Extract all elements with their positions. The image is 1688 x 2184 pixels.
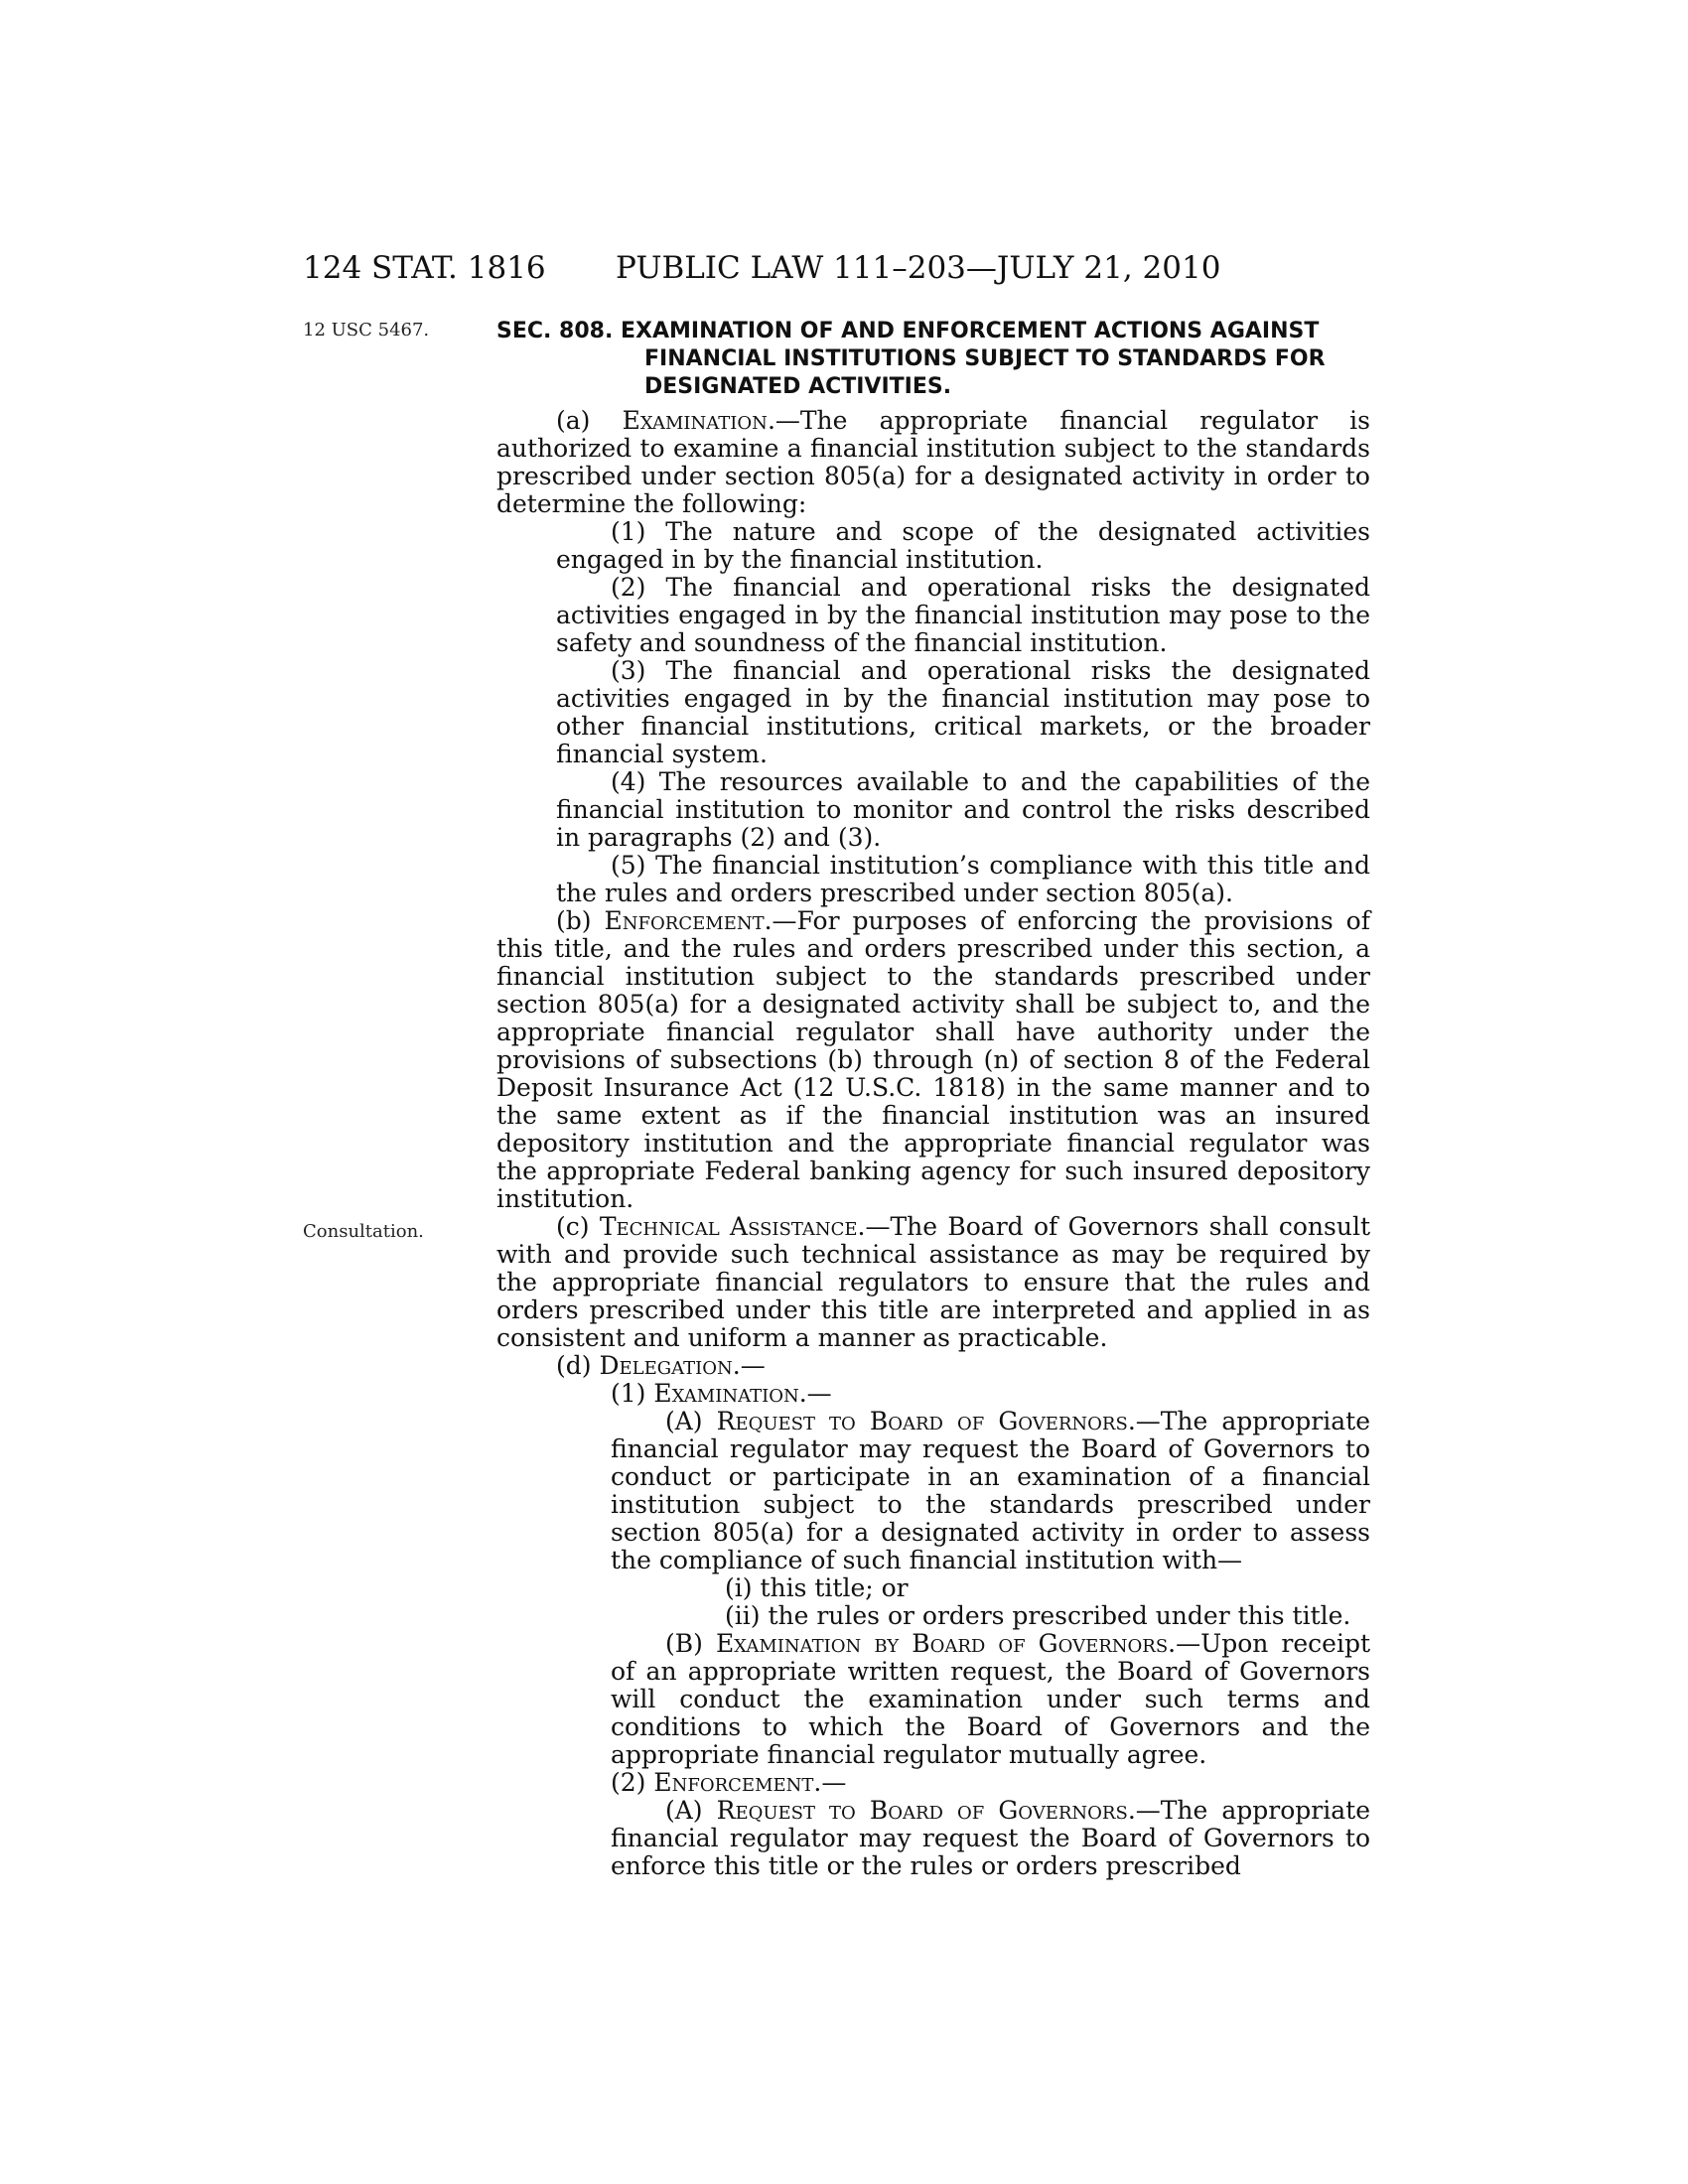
statute-page-number: 124 STAT. 1816 xyxy=(303,250,546,286)
paragraph-a2: (2) The financial and operational risks the designated activities engaged in by the financial institution may pose to the safety and soundness of the financial institution. xyxy=(556,573,1370,657)
subparagraph-d2A: (A) Request to Board of Governors.—The appropriate financial regulator may request the Board of Governors to enforce this title or the rules or orders prescribed xyxy=(611,1796,1370,1880)
paragraph-a1: (1) The nature and scope of the designated activities engaged in by the financial institution. xyxy=(556,517,1370,574)
subsection-d: (d) Delegation.— xyxy=(556,1351,766,1380)
subsection-b: (b) Enforcement.—For purposes of enforcing the provisions of this title, and the rules and orders prescribed under this section, a financial institution subject to the standards prescribed under section 805(a) for a designated activity shall be subject to, and the appropriate financial regulator shall have authority under the provisions of subsections (b) through (n) of section 8 of the Federal Deposit Insurance Act (12 U.S.C. 1818) in the same manner and to the same extent as if the financial institution was an insured depository institution and the appropriate financial regulator was the appropriate Federal banking agency for such insured depository institution. xyxy=(496,906,1370,1213)
paragraph-a3: (3) The financial and operational risks the designated activities engaged in by the financial institution may pose to other financial institutions, critical markets, or the broader financial system. xyxy=(556,656,1370,768)
subsection-c-heading: Technical Assistance xyxy=(599,1212,858,1241)
public-law-header: PUBLIC LAW 111–203—JULY 21, 2010 xyxy=(616,250,1221,286)
clause-d1A-ii: (ii) the rules or orders prescribed under this title. xyxy=(725,1601,1351,1630)
section-number: SEC. 808. xyxy=(496,319,614,343)
paragraph-a5: (5) The financial institution’s compliance with this title and the rules and orders prescribed under section 805(a). xyxy=(556,851,1370,907)
subsection-b-heading: Enforcement xyxy=(604,906,765,935)
section-title-rest: FINANCIAL INSTITUTIONS SUBJECT TO STANDARDS FOR DESIGNATED ACTIVITIES. xyxy=(644,346,1326,399)
subparagraph-d1A: (A) Request to Board of Governors.—The appropriate financial regulator may request the Board of Governors to conduct or participate in an examination of a financial institution subject to the standards prescribed under section 805(a) for a designated activity in order to assess the compliance of such financial institution with— xyxy=(611,1407,1370,1574)
usc-citation-note: 12 USC 5467. xyxy=(303,320,430,341)
subparagraph-d1B: (B) Examination by Board of Governors.—Upon receipt of an appropriate written request, the Board of Governors will conduct the examination under such terms and conditions to which the Board of Governors and the appropriate financial regulator mutually agree. xyxy=(611,1629,1370,1769)
paragraph-d2: (2) Enforcement.— xyxy=(611,1768,847,1797)
subsection-d-heading: Delegation xyxy=(599,1351,733,1380)
section-title-line1: EXAMINATION OF AND ENFORCEMENT ACTIONS AGAINST xyxy=(621,319,1320,343)
subsection-a: (a) Examination.—The appropriate financial regulator is authorized to examine a financial institution subject to the standards prescribed under section 805(a) for a designated activity in order to determine the following: xyxy=(496,406,1371,518)
paragraph-a4: (4) The resources available to and the capabilities of the financial institution to monitor and control the risks described in paragraphs (2) and (3). xyxy=(556,767,1370,852)
section-heading xyxy=(496,318,1370,401)
paragraph-d1: (1) Examination.— xyxy=(611,1379,832,1408)
clause-d1A-i: (i) this title; or xyxy=(725,1573,909,1602)
consultation-note: Consultation. xyxy=(303,1221,424,1242)
subsection-c: (c) Technical Assistance.—The Board of Governors shall consult with and provide such technical assistance as may be required by the appropriate financial regulators to ensure that the rules and orders prescribed under this title are interpreted and applied in as consistent and uniform a manner as practicable. xyxy=(496,1212,1370,1352)
subsection-a-heading: Examination xyxy=(622,406,768,435)
section-body xyxy=(496,407,1370,1880)
